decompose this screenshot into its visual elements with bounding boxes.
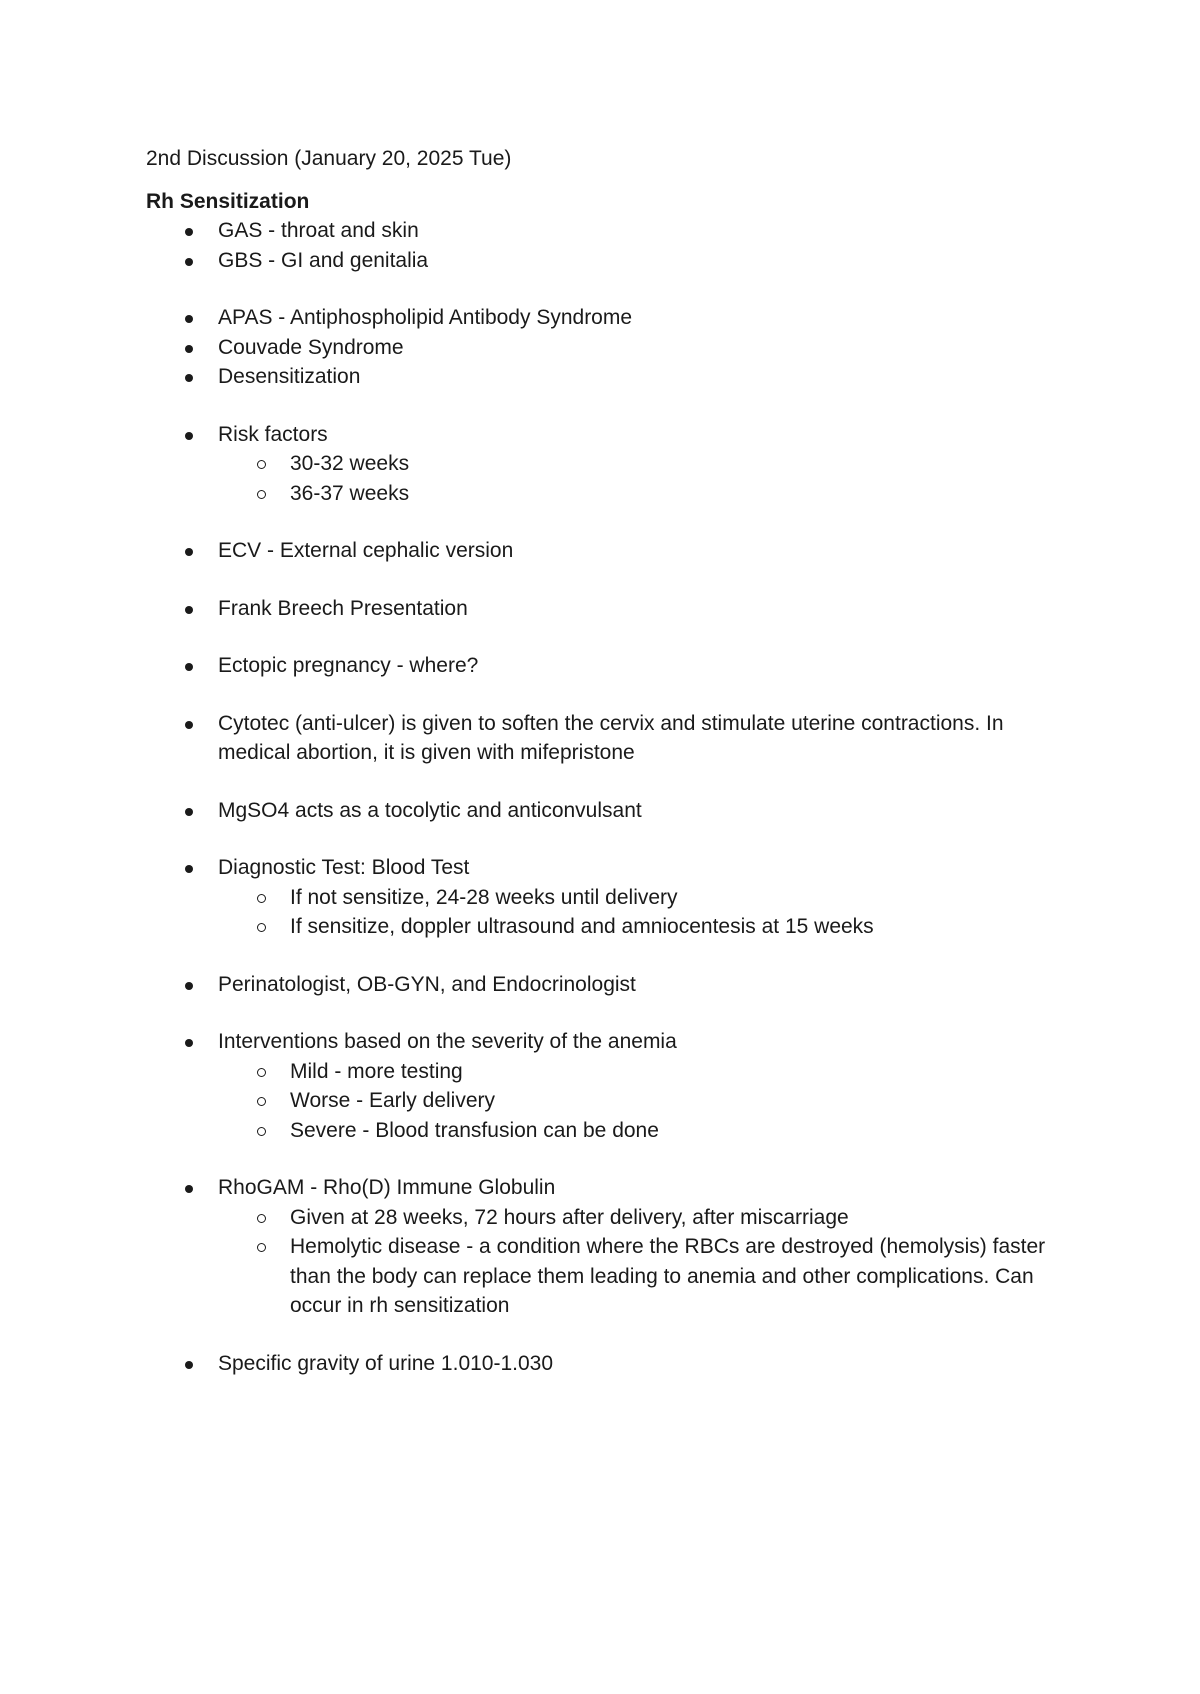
document-title: 2nd Discussion (January 20, 2025 Tue)	[146, 147, 512, 170]
sub-list-item	[218, 912, 1076, 942]
filled-bullet-icon	[185, 606, 193, 614]
list-item	[146, 1027, 1076, 1145]
bullet-group	[146, 303, 1076, 392]
list-item	[146, 709, 1076, 768]
filled-bullet-icon	[185, 982, 193, 990]
list-item	[146, 246, 1076, 276]
list-item	[146, 420, 1076, 509]
filled-bullet-icon	[185, 374, 193, 382]
bullet-group	[146, 709, 1076, 768]
list-item	[146, 536, 1076, 566]
sub-list-item-text: Hemolytic disease - a condition where the RBCs are destroyed (hemolysis) faster than the body can replace them leading to anemia and other complications. Can occur in rh sensitization	[290, 1235, 1046, 1317]
filled-bullet-icon	[185, 258, 193, 266]
bullet-group	[146, 1027, 1076, 1145]
list-item-text: ECV - External cephalic version	[218, 539, 514, 562]
filled-bullet-icon	[185, 345, 193, 353]
bullet-list	[146, 216, 1076, 1378]
sub-list-item	[218, 1232, 1076, 1321]
sub-list-item	[218, 479, 1076, 509]
sub-list-item-text: 30-32 weeks	[290, 452, 410, 475]
filled-bullet-icon	[185, 228, 193, 236]
list-item-text: APAS - Antiphospholipid Antibody Syndrome	[218, 306, 633, 329]
list-item-text: RhoGAM - Rho(D) Immune Globulin	[218, 1176, 556, 1199]
hollow-bullet-icon	[257, 1243, 266, 1252]
sub-list-item-text: If not sensitize, 24-28 weeks until delivery	[290, 885, 678, 909]
bullet-group	[146, 970, 1076, 1000]
sub-list-item	[218, 1116, 1076, 1146]
bullet-group	[146, 536, 1076, 566]
sub-list	[218, 883, 1076, 942]
hollow-bullet-icon	[257, 1214, 266, 1223]
hollow-bullet-icon	[257, 894, 266, 903]
section-heading: Rh Sensitization	[146, 189, 310, 213]
list-item-text: Frank Breech Presentation	[218, 596, 468, 620]
list-item-text: Couvade Syndrome	[218, 335, 404, 359]
list-item-text: Desensitization	[218, 365, 361, 388]
hollow-bullet-icon	[257, 490, 266, 499]
hollow-bullet-icon	[257, 1068, 266, 1077]
list-item	[146, 651, 1076, 681]
filled-bullet-icon	[185, 315, 193, 323]
bullet-group	[146, 594, 1076, 624]
bullet-group	[146, 216, 1076, 275]
sub-list-item-text: Severe - Blood transfusion can be done	[290, 1118, 659, 1142]
list-item-text: MgSO4 acts as a tocolytic and anticonvulsant	[218, 798, 642, 822]
list-item-text: Specific gravity of urine 1.010-1.030	[218, 1351, 554, 1375]
sub-list-item	[218, 1057, 1076, 1087]
filled-bullet-icon	[185, 808, 193, 816]
list-item-text: Risk factors	[218, 422, 328, 446]
sub-list-item-text: Mild - more testing	[290, 1059, 463, 1083]
sub-list-item	[218, 883, 1076, 913]
list-item	[146, 796, 1076, 826]
bullet-group	[146, 1349, 1076, 1379]
sub-list-item	[218, 1203, 1076, 1233]
sub-list	[218, 1057, 1076, 1146]
list-item-text: GBS - GI and genitalia	[218, 248, 429, 272]
sub-list-item-text: If sensitize, doppler ultrasound and amniocentesis at 15 weeks	[290, 915, 874, 938]
document-page	[146, 144, 1076, 1378]
list-item	[146, 362, 1076, 392]
hollow-bullet-icon	[257, 1097, 266, 1106]
list-item-text: Diagnostic Test: Blood Test	[218, 856, 470, 879]
list-item-text: Ectopic pregnancy - where?	[218, 654, 479, 677]
hollow-bullet-icon	[257, 1127, 266, 1136]
hollow-bullet-icon	[257, 923, 266, 932]
sub-list	[218, 1203, 1076, 1321]
list-item	[146, 1173, 1076, 1321]
filled-bullet-icon	[185, 1361, 193, 1369]
bullet-group	[146, 1173, 1076, 1321]
hollow-bullet-icon	[257, 460, 266, 469]
sub-list-item-text: Worse - Early delivery	[290, 1089, 495, 1112]
list-item	[146, 594, 1076, 624]
filled-bullet-icon	[185, 663, 193, 671]
list-item-text: Interventions based on the severity of the anemia	[218, 1030, 677, 1053]
bullet-group	[146, 420, 1076, 509]
list-item	[146, 970, 1076, 1000]
filled-bullet-icon	[185, 1185, 193, 1193]
filled-bullet-icon	[185, 721, 193, 729]
list-item	[146, 1349, 1076, 1379]
filled-bullet-icon	[185, 432, 193, 440]
sub-list-item	[218, 449, 1076, 479]
list-item	[146, 303, 1076, 333]
list-item	[146, 216, 1076, 246]
bullet-group	[146, 853, 1076, 942]
list-item	[146, 333, 1076, 363]
bullet-group	[146, 651, 1076, 681]
bullet-group	[146, 796, 1076, 826]
list-item-text: Perinatologist, OB-GYN, and Endocrinologist	[218, 972, 636, 996]
list-item-text: GAS - throat and skin	[218, 219, 419, 242]
sub-list-item	[218, 1086, 1076, 1116]
sub-list	[218, 449, 1076, 508]
sub-list-item-text: 36-37 weeks	[290, 481, 410, 505]
list-item-text: Cytotec (anti-ulcer) is given to soften the cervix and stimulate uterine contractions. In medical abortion, it is given with mifepristone	[218, 711, 1004, 764]
filled-bullet-icon	[185, 865, 193, 873]
filled-bullet-icon	[185, 548, 193, 556]
filled-bullet-icon	[185, 1039, 193, 1047]
list-item	[146, 853, 1076, 942]
sub-list-item-text: Given at 28 weeks, 72 hours after delivery, after miscarriage	[290, 1205, 849, 1229]
